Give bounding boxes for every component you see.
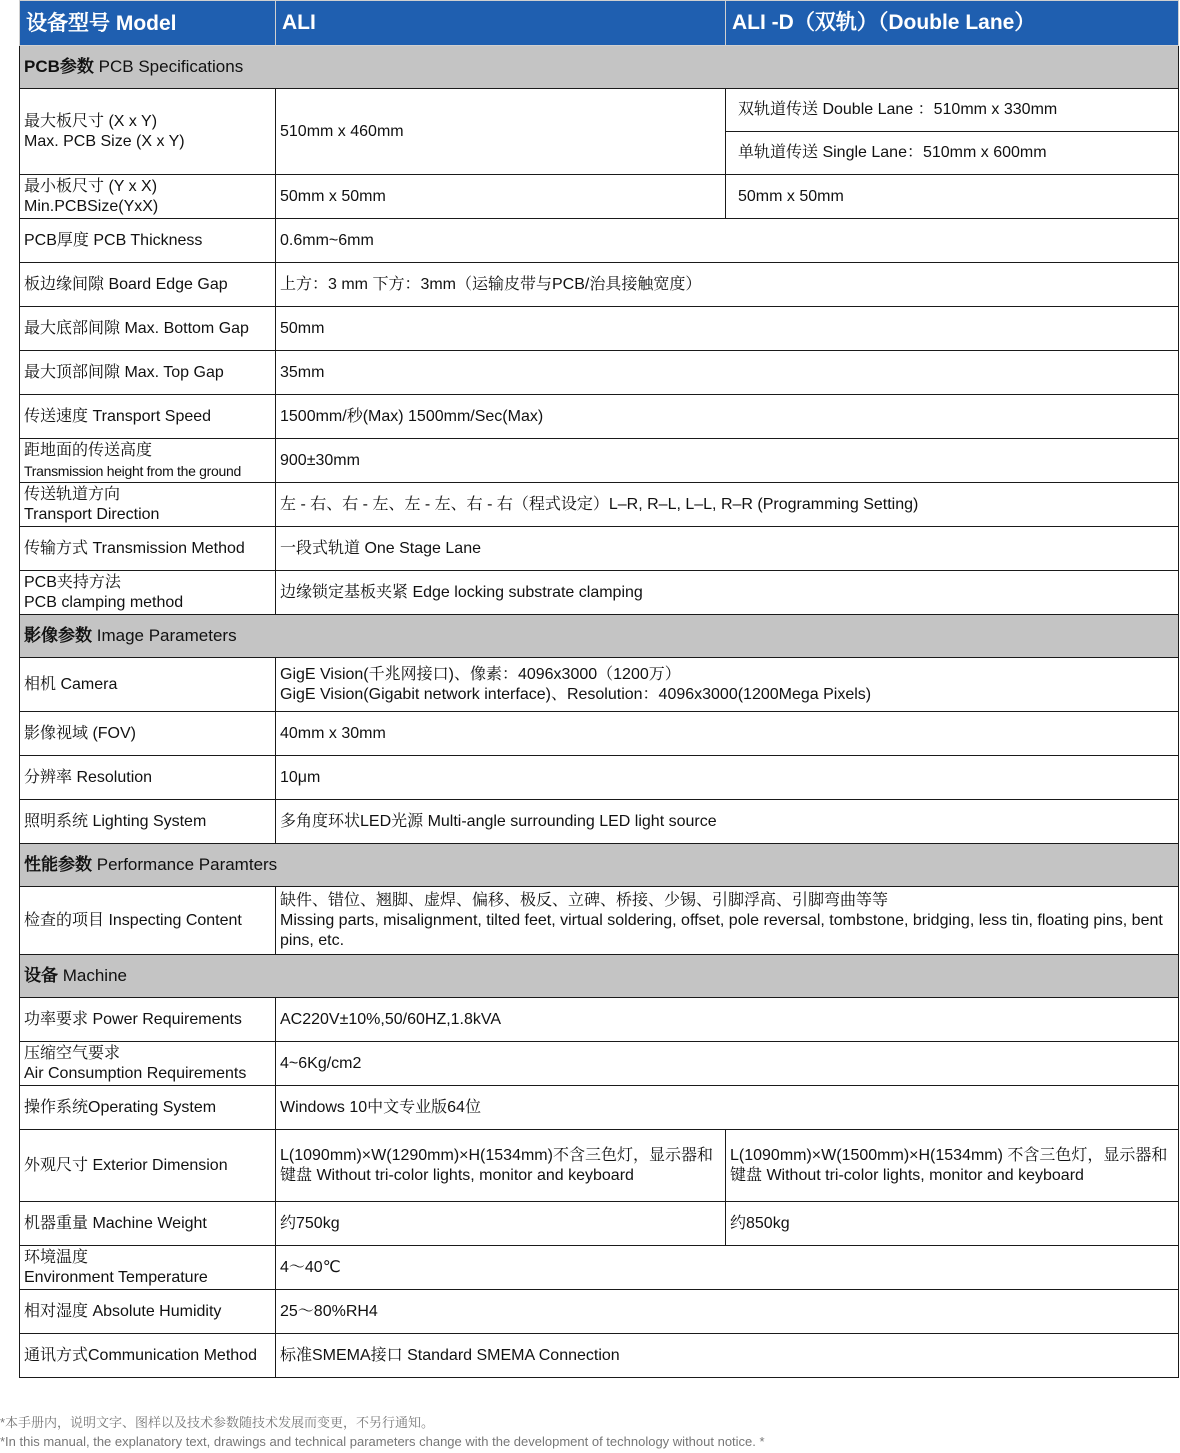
value-os: Windows 10中文专业版64位 xyxy=(276,1086,1179,1130)
label-bottom-gap: 最大底部间隙 Max. Bottom Gap xyxy=(20,307,276,351)
label-resolution: 分辨率 Resolution xyxy=(20,756,276,800)
value-bottom-gap: 50mm xyxy=(276,307,1179,351)
section-pcb: PCB参数 PCB Specifications xyxy=(20,46,1179,89)
value-speed: 1500mm/秒(Max) 1500mm/Sec(Max) xyxy=(276,395,1179,439)
value-max-size-double: 双轨道传送 Double Lane ：510mm x 330mm xyxy=(726,89,1179,132)
row-fov xyxy=(20,712,1179,756)
row-edge-gap xyxy=(20,263,1179,307)
label-fov: 影像视域 (FOV) xyxy=(20,712,276,756)
value-humidity: 25～80%RH4 xyxy=(276,1290,1179,1334)
row-weight xyxy=(20,1202,1179,1246)
section-image: 影像参数 Image Parameters xyxy=(20,615,1179,658)
label-thickness: PCB厚度 PCB Thickness xyxy=(20,219,276,263)
header-model: 设备型号 Model xyxy=(20,1,276,46)
value-edge-gap: 上方：3 mm 下方：3mm（运输皮带与PCB/治具接触宽度） xyxy=(276,263,1179,307)
section-machine: 设备 Machine xyxy=(20,955,1179,998)
row-max-size xyxy=(20,89,1179,132)
value-inspecting: 缺件、错位、翘脚、虚焊、偏移、极反、立碑、桥接、少锡、引脚浮高、引脚弯曲等等 Missing parts, misalignment, tilted feet, virtual soldering, offset, pole reversal, tombstone, bridging, less tin, floating pins, bent pins, etc. xyxy=(276,887,1179,955)
value-weight-ali-d: 约850kg xyxy=(726,1202,1179,1246)
row-height xyxy=(20,439,1179,483)
value-air: 4~6Kg/cm2 xyxy=(276,1042,1179,1086)
row-power xyxy=(20,998,1179,1042)
header-ali: ALI xyxy=(276,1,726,46)
row-speed xyxy=(20,395,1179,439)
value-method: 一段式轨道 One Stage Lane xyxy=(276,527,1179,571)
label-height: 距地面的传送高度 Transmission height from the ground xyxy=(20,439,276,483)
value-dimension-ali: L(1090mm)×W(1290mm)×H(1534mm)不含三色灯，显示器和键盘 Without tri-color lights, monitor and keyboard xyxy=(276,1130,726,1202)
footnote-en: *In this manual, the explanatory text, drawings and technical parameters change with the development of technology without notice. * xyxy=(0,1434,765,1449)
value-clamping: 边缘锁定基板夹紧 Edge locking substrate clamping xyxy=(276,571,1179,615)
value-temperature: 4～40℃ xyxy=(276,1246,1179,1290)
value-camera: GigE Vision(千兆网接口)、像素：4096x3000（1200万） GigE Vision(Gigabit network interface)、Resolution：4096x3000(1200Mega Pixels) xyxy=(276,658,1179,712)
value-power: AC220V±10%,50/60HZ,1.8kVA xyxy=(276,998,1179,1042)
header-ali-d: ALI -D（双轨）（Double Lane） xyxy=(726,1,1179,46)
value-thickness: 0.6mm~6mm xyxy=(276,219,1179,263)
value-lighting: 多角度环状LED光源 Multi-angle surrounding LED light source xyxy=(276,800,1179,844)
row-os xyxy=(20,1086,1179,1130)
row-min-size xyxy=(20,175,1179,219)
row-thickness xyxy=(20,219,1179,263)
label-weight: 机器重量 Machine Weight xyxy=(20,1202,276,1246)
label-dimension: 外观尺寸 Exterior Dimension xyxy=(20,1130,276,1202)
label-clamping: PCB夹持方法 PCB clamping method xyxy=(20,571,276,615)
row-top-gap xyxy=(20,351,1179,395)
label-edge-gap: 板边缘间隙 Board Edge Gap xyxy=(20,263,276,307)
value-resolution: 10μm xyxy=(276,756,1179,800)
value-min-size-ali: 50mm x 50mm xyxy=(276,175,726,219)
value-communication: 标准SMEMA接口 Standard SMEMA Connection xyxy=(276,1334,1179,1378)
row-bottom-gap xyxy=(20,307,1179,351)
label-inspecting: 检查的项目 Inspecting Content xyxy=(20,887,276,955)
row-dimension xyxy=(20,1130,1179,1202)
value-weight-ali: 约750kg xyxy=(276,1202,726,1246)
label-humidity: 相对湿度 Absolute Humidity xyxy=(20,1290,276,1334)
label-min-size: 最小板尺寸 (Y x X) Min.PCBSize(YxX) xyxy=(20,175,276,219)
row-air xyxy=(20,1042,1179,1086)
label-direction: 传送轨道方向 Transport Direction xyxy=(20,483,276,527)
label-os: 操作系统Operating System xyxy=(20,1086,276,1130)
label-power: 功率要求 Power Requirements xyxy=(20,998,276,1042)
header-row xyxy=(20,1,1179,46)
label-communication: 通讯方式Communication Method xyxy=(20,1334,276,1378)
value-dimension-ali-d: L(1090mm)×W(1500mm)×H(1534mm) 不含三色灯，显示器和键盘 Without tri-color lights, monitor and keyboard xyxy=(726,1130,1179,1202)
spec-table xyxy=(19,0,1179,1378)
label-method: 传输方式 Transmission Method xyxy=(20,527,276,571)
label-top-gap: 最大顶部间隙 Max. Top Gap xyxy=(20,351,276,395)
footnote-cn: *本手册内，说明文字、图样以及技术参数随技术发展而变更，不另行通知。 xyxy=(0,1415,435,1430)
label-max-size: 最大板尺寸 (X x Y) Max. PCB Size (X x Y) xyxy=(20,89,276,175)
value-fov: 40mm x 30mm xyxy=(276,712,1179,756)
value-direction: 左 - 右、右 - 左、左 - 左、右 - 右（程式设定）L–R, R–L, L–L, R–R (Programming Setting) xyxy=(276,483,1179,527)
row-inspecting xyxy=(20,887,1179,955)
row-communication xyxy=(20,1334,1179,1378)
value-top-gap: 35mm xyxy=(276,351,1179,395)
row-camera xyxy=(20,658,1179,712)
value-min-size-ali-d: 50mm x 50mm xyxy=(726,175,1179,219)
row-method xyxy=(20,527,1179,571)
label-air: 压缩空气要求 Air Consumption Requirements xyxy=(20,1042,276,1086)
row-resolution xyxy=(20,756,1179,800)
label-camera: 相机 Camera xyxy=(20,658,276,712)
value-max-size-ali: 510mm x 460mm xyxy=(276,89,726,175)
row-temperature xyxy=(20,1246,1179,1290)
row-clamping xyxy=(20,571,1179,615)
value-max-size-single: 单轨道传送 Single Lane：510mm x 600mm xyxy=(726,132,1179,175)
row-direction xyxy=(20,483,1179,527)
label-lighting: 照明系统 Lighting System xyxy=(20,800,276,844)
label-temperature: 环境温度 Environment Temperature xyxy=(20,1246,276,1290)
row-humidity xyxy=(20,1290,1179,1334)
label-speed: 传送速度 Transport Speed xyxy=(20,395,276,439)
row-lighting xyxy=(20,800,1179,844)
value-height: 900±30mm xyxy=(276,439,1179,483)
section-performance: 性能参数 Performance Paramters xyxy=(20,844,1179,887)
